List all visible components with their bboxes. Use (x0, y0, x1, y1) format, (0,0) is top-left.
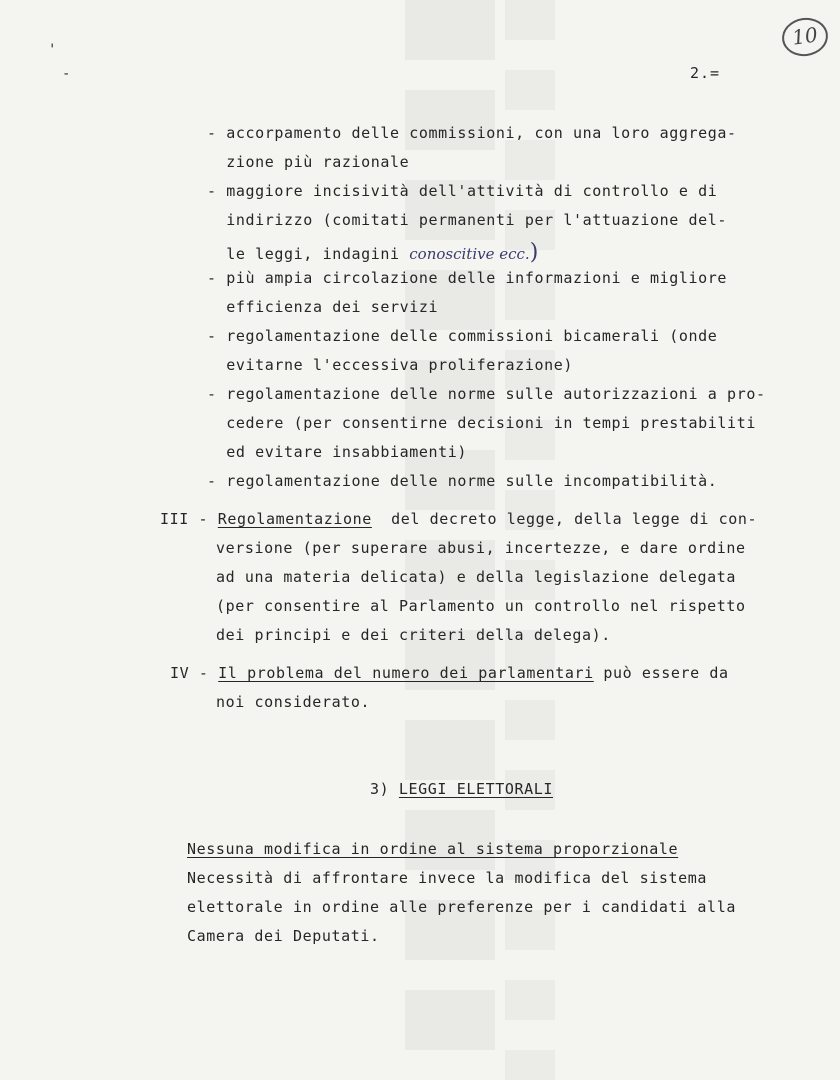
list-item-line: - regolamentazione delle norme sulle autorizzazioni a pro- (207, 385, 766, 403)
point-heading: Il problema del numero dei parlamentari (218, 664, 594, 682)
point-text-line: versione (per superare abusi, incertezze, e dare ordine (216, 539, 746, 557)
point-text-line: dei principi e dei criteri della delega). (216, 626, 611, 644)
section-text-line: elettorale in ordine alle preferenze per i candidati alla (187, 898, 736, 916)
section-title: LEGGI ELETTORALI (398, 780, 553, 798)
page-number: 2.= (690, 64, 721, 82)
section-title-line (370, 780, 553, 798)
section-text-line: Necessità di affrontare invece la modifica del sistema (187, 869, 708, 887)
list-item-line: cedere (per consentirne decisioni in tempi prestabiliti (207, 414, 756, 432)
roman-numeral: IV - (170, 664, 209, 682)
handwritten-parenthesis: ) (529, 240, 539, 265)
point-heading-line (160, 510, 757, 528)
point-text: può essere da (593, 664, 729, 682)
stray-mark: ' (48, 42, 57, 58)
stray-mark: - (62, 66, 71, 82)
point-heading-line (170, 664, 729, 682)
list-item-line: zione più razionale (207, 153, 410, 171)
list-item-line: - maggiore incisività dell'attività di controllo e di (207, 182, 718, 200)
list-item-line: indirizzo (comitati permanenti per l'attuazione del- (207, 211, 728, 229)
section-number: 3) (370, 780, 390, 798)
list-item-line: - regolamentazione delle commissioni bicamerali (onde (207, 327, 718, 345)
list-item-line: evitarne l'eccessiva proliferazione) (207, 356, 573, 374)
section-text-line: Camera dei Deputati. (187, 927, 380, 945)
list-item-line: - regolamentazione delle norme sulle incompatibilità. (207, 472, 718, 490)
point-text-line: noi considerato. (216, 693, 371, 711)
section-subheading: Nessuna modifica in ordine al sistema proporzionale (187, 840, 679, 858)
handwritten-page-number: 10 (780, 15, 831, 59)
list-item-line: - accorpamento delle commissioni, con una loro aggrega- (207, 124, 737, 142)
list-item-line: - più ampia circolazione delle informazioni e migliore (207, 269, 728, 287)
point-text: del decreto legge, della legge di con- (371, 510, 758, 528)
point-text-line: (per consentire al Parlamento un controllo nel rispetto (216, 597, 746, 615)
list-item-line (207, 240, 539, 265)
roman-numeral: III - (160, 510, 209, 528)
point-text-line: ad una materia delicata) e della legislazione delegata (216, 568, 737, 586)
point-heading: Regolamentazione (217, 510, 372, 528)
typed-text: le leggi, indagini (207, 245, 400, 263)
handwritten-annotation: conoscitive ecc. (409, 245, 530, 263)
list-item-line: efficienza dei servizi (207, 298, 439, 316)
list-item-line: ed evitare insabbiamenti) (207, 443, 468, 461)
